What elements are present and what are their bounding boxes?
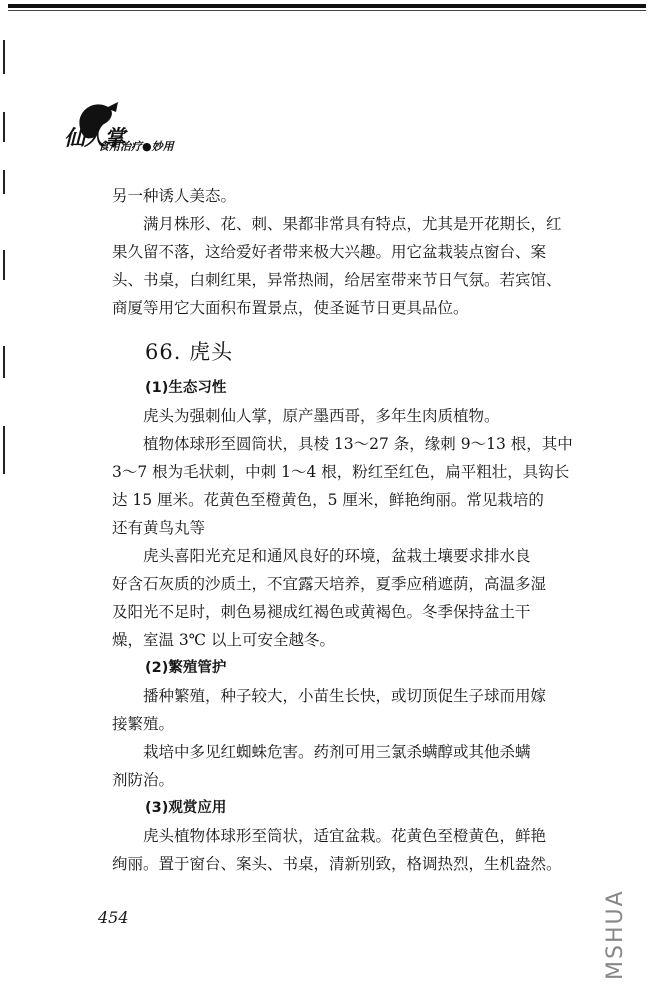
paragraph-line: 栽培中多见红蜘蛛危害。药剂可用三氯杀螨醇或其他杀螨 [143,743,531,761]
paragraph-line: 商厦等用它大面积布置景点，使圣诞节日更具品位。 [112,299,469,317]
paragraph-line: 满月株形、花、刺、果都非常具有特点，尤其是开花期长，红 [143,215,562,233]
margin-mark [3,40,5,74]
margin-mark [3,426,5,474]
paragraph-line: 3～7 根为毛状刺，中刺 1～4 根，粉红至红色，扁平粗壮，具钩长 [112,463,570,481]
paragraph-line: 另一种诱人美态。 [112,187,237,205]
paragraph-line: 果久留不落，这给爱好者带来极大兴趣。用它盆栽装点窗台、案 [112,243,547,261]
paragraph-line: 虎头喜阳光充足和通风良好的环境，盆栽土壤要求排水良 [143,547,531,565]
paragraph-line: 绚丽。置于窗台、案头、书桌，清新别致，格调热烈，生机盎然。 [112,855,562,873]
paragraph-line: 接繁殖。 [112,715,175,733]
paragraph-line: 燥，室温 3℃ 以上可安全越冬。 [112,631,336,649]
paragraph-line: 虎头植物体球形至筒状，适宜盆栽。花黄色至橙黄色，鲜艳 [143,827,547,845]
paragraph-line: 头、书桌，白刺红果，异常热闹，给居室带来节日气氛。若宾馆、 [112,271,562,289]
logo-subtitle: 食用治疗●妙用 [98,140,174,153]
header-rule [8,4,646,8]
paragraph-line: 植物体球形至圆筒状，具棱 13～27 条，缘刺 9～13 根，其中 [143,435,573,453]
margin-mark [3,112,5,142]
paragraph-line: 好含石灰质的沙质土，不宜露天培养，夏季应稍遮荫，高温多湿 [112,575,547,593]
chapter-title: 66. 虎头 [145,340,234,364]
paragraph-line: 播种繁殖，种子较大，小苗生长快，或切顶促生子球而用嫁 [143,687,547,705]
header-rule-thin [8,10,646,11]
margin-mark [3,346,5,378]
logo-title: 仙人掌 [64,125,124,150]
paragraph-line: 达 15 厘米。花黄色至橙黄色，5 厘米，鲜艳绚丽。常见栽培的 [112,491,544,509]
margin-mark [3,170,5,194]
paragraph-line: 剂防治。 [112,771,175,789]
margin-mark [3,250,5,280]
watermark: MSHUA [603,889,628,980]
book-logo [58,98,218,158]
paragraph-line: 还有黄鸟丸等 [112,519,206,537]
page-number: 454 [98,908,129,927]
paragraph-line: 及阳光不足时，刺色易褪成红褐色或黄褐色。冬季保持盆土干 [112,603,531,621]
section-heading: (1)生态习性 [145,380,227,396]
section-heading: (2)繁殖管护 [145,660,227,676]
section-heading: (3)观赏应用 [145,800,227,816]
paragraph-line: 虎头为强刺仙人掌，原产墨西哥，多年生肉质植物。 [143,407,500,425]
